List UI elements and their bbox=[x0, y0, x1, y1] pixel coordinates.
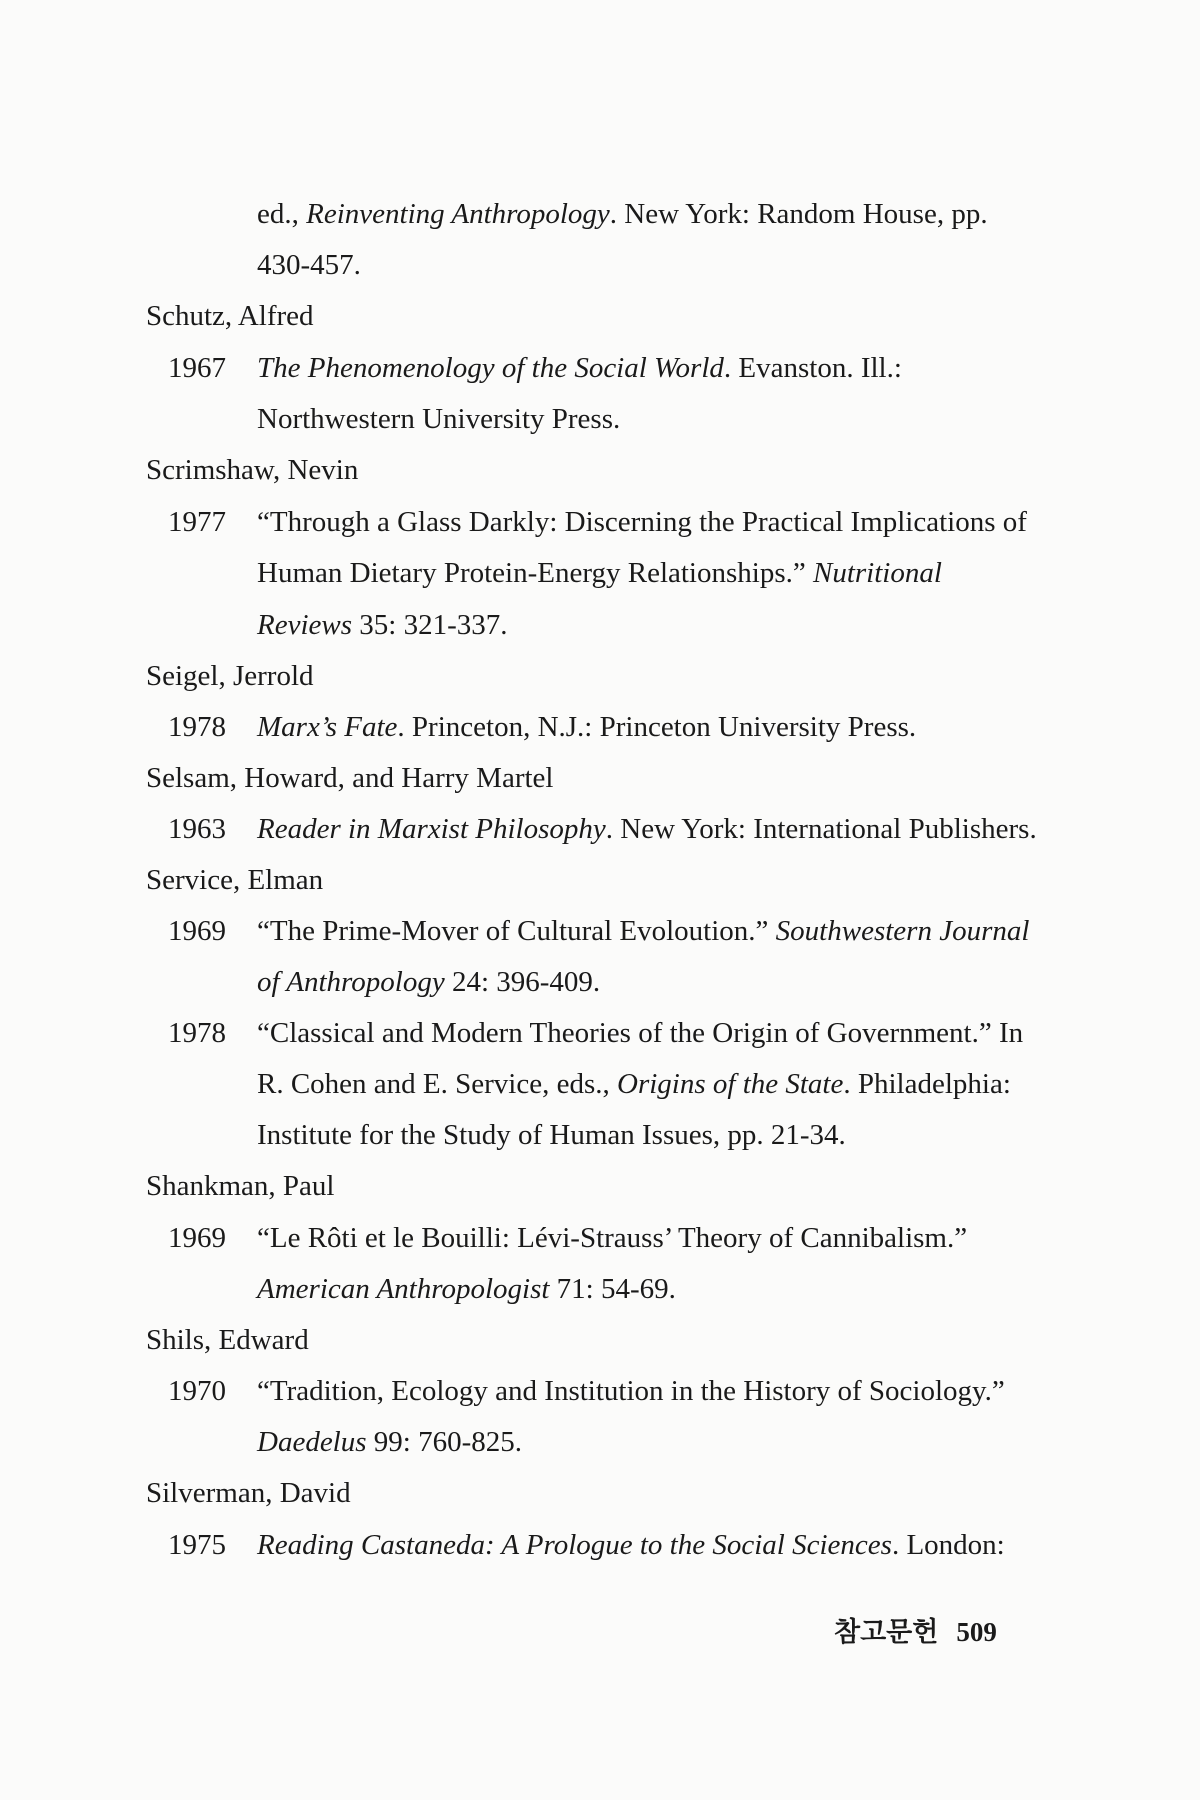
pub-year: 1967 bbox=[168, 352, 226, 384]
citation-line: “Le Rôti et le Bouilli: Lévi-Strauss’ Theory of Cannibalism.” bbox=[257, 1222, 968, 1254]
pub-year: 1969 bbox=[168, 1222, 226, 1254]
author-name: Service, Elman bbox=[146, 864, 324, 896]
citation-line: R. Cohen and E. Service, eds., Origins of the State. Philadelphia: bbox=[257, 1068, 1011, 1100]
pub-year: 1977 bbox=[168, 506, 226, 538]
author-name: Scrimshaw, Nevin bbox=[146, 454, 359, 486]
citation-line: Marx’s Fate. Princeton, N.J.: Princeton University Press. bbox=[257, 711, 917, 743]
citation-line: Institute for the Study of Human Issues, pp. 21-34. bbox=[257, 1119, 846, 1151]
author-name: Seigel, Jerrold bbox=[146, 660, 314, 692]
section-title: 참고문헌 bbox=[834, 1617, 939, 1647]
pub-year: 1970 bbox=[168, 1375, 226, 1407]
citation-line: Daedelus 99: 760-825. bbox=[257, 1426, 522, 1458]
author-name: Shankman, Paul bbox=[146, 1170, 335, 1202]
author-name: Schutz, Alfred bbox=[146, 300, 314, 332]
citation-line: American Anthropologist 71: 54-69. bbox=[257, 1273, 676, 1305]
pub-year: 1975 bbox=[168, 1529, 226, 1561]
text-line: ed., Reinventing Anthropology. New York: Random House, pp. bbox=[257, 198, 988, 230]
citation-line: Northwestern University Press. bbox=[257, 403, 621, 435]
citation-line: “Classical and Modern Theories of the Origin of Government.” In bbox=[257, 1017, 1024, 1049]
pub-year: 1978 bbox=[168, 1017, 226, 1049]
citation-line: “Tradition, Ecology and Institution in the History of Sociology.” bbox=[257, 1375, 1005, 1407]
page-footer bbox=[834, 1610, 997, 1649]
author-name: Silverman, David bbox=[146, 1477, 351, 1509]
pub-year: 1969 bbox=[168, 915, 226, 947]
citation-line: Reviews 35: 321-337. bbox=[257, 609, 508, 641]
citation-line: of Anthropology 24: 396-409. bbox=[257, 966, 601, 998]
page-number: 509 bbox=[956, 1617, 997, 1647]
citation-line: Reader in Marxist Philosophy. New York: International Publishers. bbox=[257, 813, 1037, 845]
citation-line: “Through a Glass Darkly: Discerning the Practical Implications of bbox=[257, 506, 1027, 538]
citation-line: Reading Castaneda: A Prologue to the Social Sciences. London: bbox=[257, 1529, 1005, 1561]
text-line: 430-457. bbox=[257, 249, 361, 281]
citation-line: Human Dietary Protein-Energy Relationships.” Nutritional bbox=[257, 557, 942, 589]
pub-year: 1978 bbox=[168, 711, 226, 743]
author-name: Shils, Edward bbox=[146, 1324, 309, 1356]
pub-year: 1963 bbox=[168, 813, 226, 845]
author-name: Selsam, Howard, and Harry Martel bbox=[146, 762, 554, 794]
citation-line: The Phenomenology of the Social World. Evanston. Ill.: bbox=[257, 352, 902, 384]
citation-line: “The Prime-Mover of Cultural Evoloution.” Southwestern Journal bbox=[257, 915, 1030, 947]
